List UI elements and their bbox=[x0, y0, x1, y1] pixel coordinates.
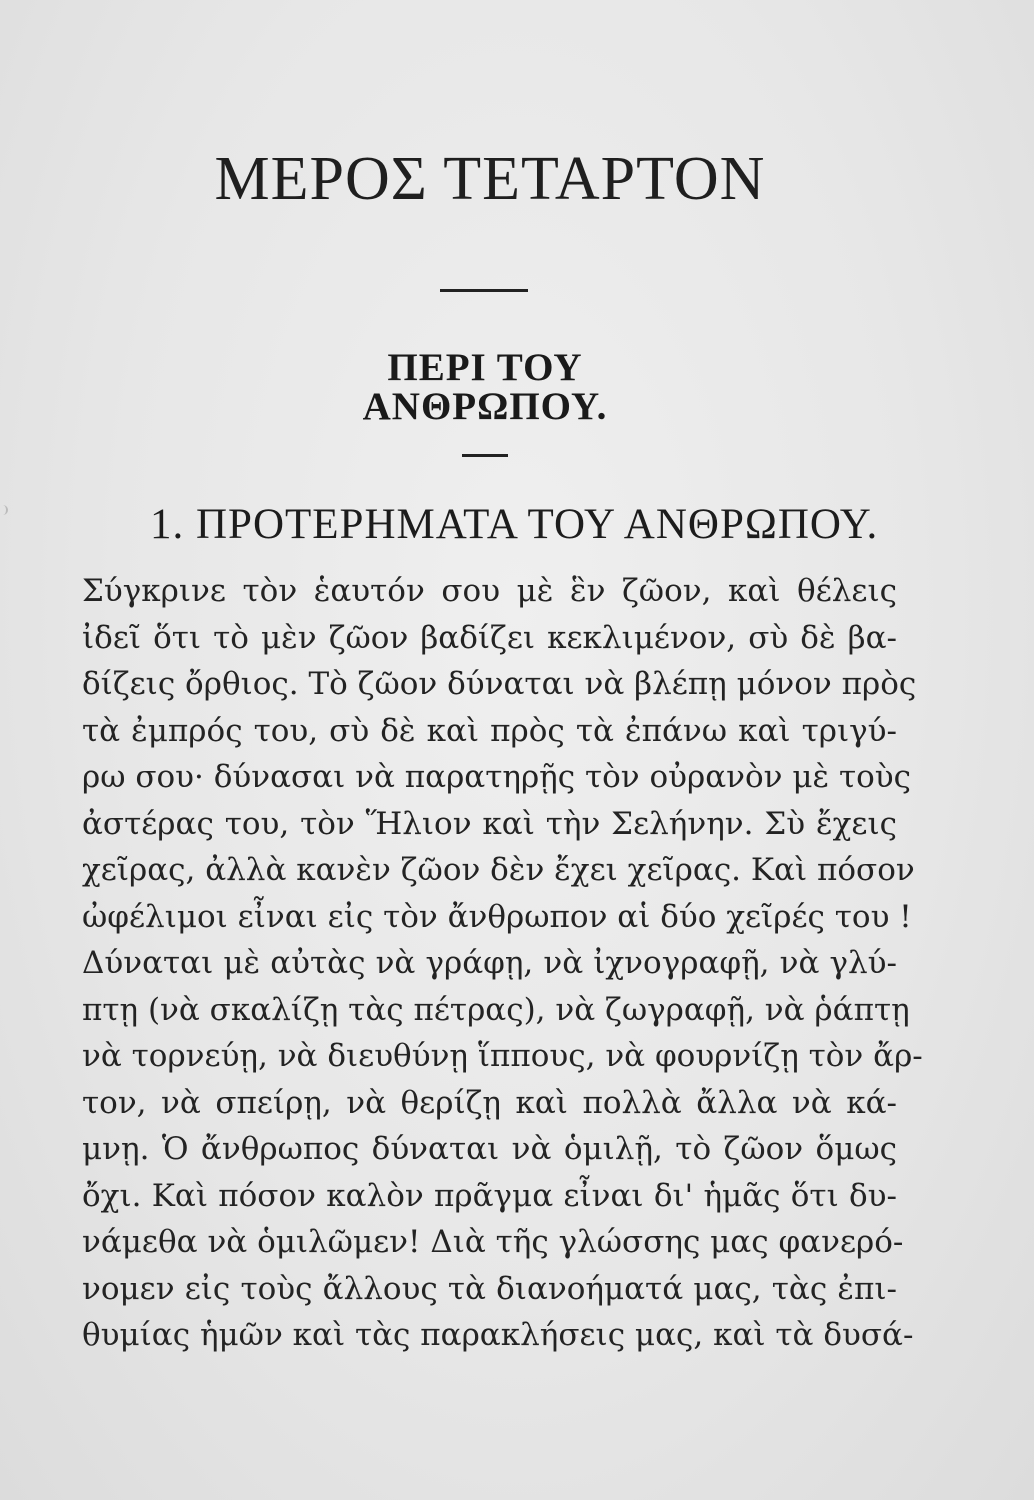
body-line: μνῃ. Ὁ ἄνθρωπος δύναται νὰ ὁμιλῇ, τὸ ζῶον ὅμως bbox=[82, 1131, 897, 1167]
subtitle-divider bbox=[462, 454, 508, 457]
body-line: νομεν εἰς τοὺς ἄλλους τὰ διανοήματά μας, τὰς ἐπι- bbox=[82, 1270, 897, 1307]
body-line: ἀστέρας του, τὸν Ἥλιον καὶ τὴν Σελήνην. Σὺ ἔχεις bbox=[82, 805, 897, 842]
section-heading: 1. ΠΡΟΤΕΡΗΜΑΤΑ ΤΟΥ ΑΝΘΡΩΠΟΥ. bbox=[150, 501, 879, 548]
page-edge-mark bbox=[0, 505, 8, 515]
title-divider bbox=[440, 289, 528, 292]
body-line: Δύναται μὲ αὐτὰς νὰ γράφῃ, νὰ ἰχνογραφῇ, νὰ γλύ- bbox=[82, 945, 897, 981]
body-line: θυμίας ἡμῶν καὶ τὰς παρακλήσεις μας, καὶ τὰ δυσά- bbox=[82, 1317, 914, 1353]
body-line: ὠφέλιμοι εἶναι εἰς τὸν ἄνθρωπον αἱ δύο χεῖρές του ! bbox=[82, 898, 912, 935]
body-line: χεῖρας, ἀλλὰ κανὲν ζῶον δὲν ἔχει χεῖρας. Καὶ πόσον bbox=[82, 852, 915, 888]
body-line: δίζεις ὄρθιος. Τὸ ζῶον δύναται νὰ βλέπῃ μόνον πρὸς bbox=[82, 666, 917, 702]
body-line: ἰδεῖ ὅτι τὸ μὲν ζῶον βαδίζει κεκλιμένον, σὺ δὲ βα- bbox=[82, 619, 897, 656]
body-line: Σύγκρινε τὸν ἑαυτόν σου μὲ ἓν ζῶον, καὶ θέλεις bbox=[82, 573, 897, 609]
body-line: νάμεθα νὰ ὁμιλῶμεν! Διὰ τῆς γλώσσης μας φανερό- bbox=[82, 1224, 904, 1260]
body-line: ρω σου· δύνασαι νὰ παρατηρῇς τὸν οὐρανὸν μὲ τοὺς bbox=[82, 759, 912, 795]
chapter-subtitle: ΠΕΡΙ ΤΟΥ ΑΝΘΡΩΠΟΥ. bbox=[362, 346, 608, 428]
body-line: πτῃ (νὰ σκαλίζῃ τὰς πέτρας), νὰ ζωγραφῇ, νὰ ῥάπτῃ bbox=[82, 991, 910, 1028]
body-line: τον, νὰ σπείρῃ, νὰ θερίζῃ καὶ πολλὰ ἄλλα νὰ κά- bbox=[82, 1084, 897, 1121]
part-title: ΜΕΡΟΣ ΤΕΤΑΡΤΟΝ bbox=[214, 145, 766, 213]
body-text bbox=[82, 568, 923, 1359]
body-line: ὄχι. Καὶ πόσον καλὸν πρᾶγμα εἶναι δι' ἡμᾶς ὅτι δυ- bbox=[82, 1177, 897, 1214]
body-line: νὰ τορνεύῃ, νὰ διευθύνῃ ἵππους, νὰ φουρνίζῃ τὸν ἄρ- bbox=[82, 1038, 923, 1074]
body-line: τὰ ἐμπρός του, σὺ δὲ καὶ πρὸς τὰ ἐπάνω καὶ τριγύ- bbox=[82, 712, 897, 749]
